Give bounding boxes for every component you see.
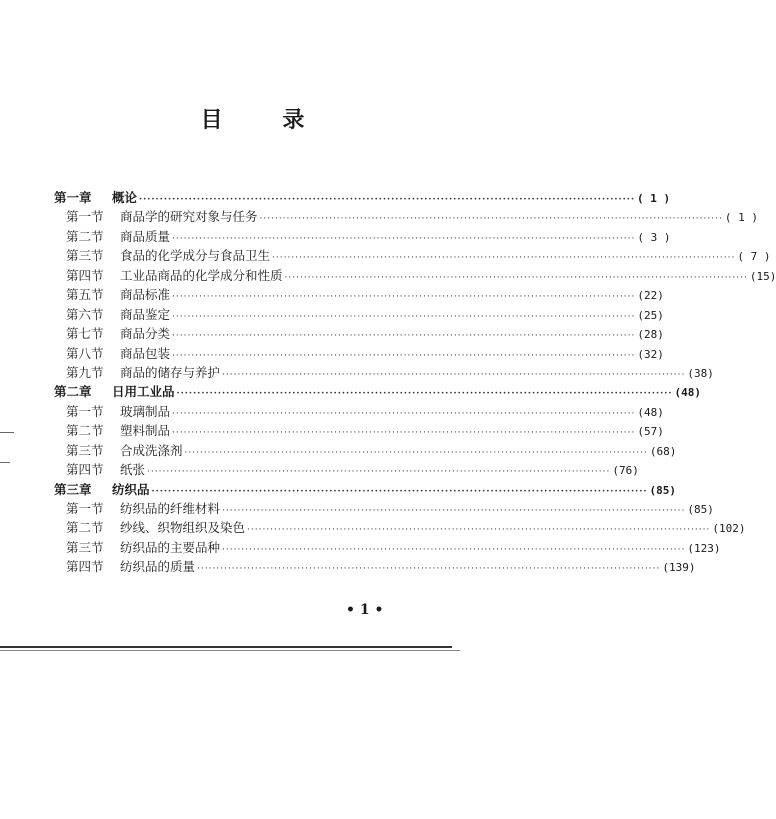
toc-entry-number: 第三章 — [54, 481, 92, 497]
toc-entry-title: 工业品商品的化学成分和性质 — [120, 267, 283, 283]
toc-entry-page: (48) — [674, 386, 702, 400]
toc-leader-dots: ························································································································ — [247, 525, 711, 536]
toc-section-row — [54, 460, 639, 479]
toc-entry-number: 第九节 — [66, 364, 104, 380]
toc-section-row — [54, 285, 664, 304]
toc-leader-dots: ························································································································ — [172, 331, 636, 342]
toc-section-row — [54, 518, 746, 537]
toc-leader-dots: ························································································································ — [176, 389, 673, 400]
toc-section-row — [54, 227, 671, 246]
toc-leader-dots: ························································································································ — [139, 195, 636, 205]
toc-entry-page: ( 7 ) — [737, 250, 771, 264]
toc-entry-number: 第三节 — [66, 442, 104, 458]
toc-entry-number: 第三节 — [66, 539, 104, 555]
toc-entry-page: (57) — [637, 425, 664, 439]
toc-entry-number: 第一节 — [66, 209, 104, 225]
toc-entry-page: (28) — [637, 328, 664, 342]
toc-entry-number: 第一章 — [54, 190, 92, 205]
toc-section-row — [54, 421, 664, 440]
toc-section-row — [54, 499, 714, 518]
toc-entry-title: 商品标准 — [120, 287, 171, 303]
toc-section-row — [54, 538, 721, 557]
page-title: 目 录 — [200, 108, 331, 133]
toc-entry-page: (25) — [637, 308, 664, 322]
toc-leader-dots: ························································································································ — [197, 564, 661, 575]
toc-entry-title: 商品鉴定 — [120, 306, 171, 322]
toc-chapter-row — [54, 382, 702, 401]
scan-mark — [0, 432, 14, 433]
toc-entry-number: 第四节 — [66, 559, 104, 575]
toc-entry-page: (38) — [687, 366, 714, 380]
toc-section-row — [54, 305, 664, 324]
toc-entry-title: 商品分类 — [120, 326, 171, 342]
toc-entry-title: 概论 — [112, 190, 138, 205]
toc-leader-dots: ························································································································ — [184, 447, 648, 458]
toc-entry-number: 第六节 — [66, 306, 104, 322]
toc-entry-number: 第二节 — [66, 423, 104, 439]
toc-leader-dots: ························································································································ — [172, 311, 636, 322]
toc-chapter-row — [54, 480, 677, 499]
toc-entry-title: 玻璃制品 — [120, 403, 171, 419]
toc-entry-title: 纺织品 — [112, 481, 150, 497]
toc-entry-page: (22) — [637, 289, 664, 303]
toc-entry-number: 第五节 — [66, 287, 104, 303]
toc-entry-page: (85) — [687, 503, 714, 516]
toc-entry-page: ( 3 ) — [637, 230, 671, 244]
toc-entry-number: 第一节 — [66, 403, 104, 419]
toc-entry-title: 塑料制品 — [120, 423, 171, 439]
toc-entry-number: 第二节 — [66, 520, 104, 536]
toc-section-row — [54, 557, 696, 576]
toc-section-row — [54, 207, 758, 226]
toc-entry-number: 第四节 — [66, 462, 104, 478]
page-number: • 1 • — [346, 602, 384, 618]
toc-entry-number: 第四节 — [66, 267, 104, 283]
toc-entry-page: ( 1 ) — [724, 211, 758, 225]
toc-entry-page: (15) — [749, 269, 776, 283]
toc-entry-number: 第七节 — [66, 326, 104, 342]
toc-entry-page: ( 1 ) — [637, 192, 671, 205]
toc-leader-dots: ························································································································ — [284, 272, 748, 283]
scan-mark — [0, 462, 10, 463]
toc-leader-dots: ························································································································ — [172, 350, 636, 361]
toc-entry-page: (139) — [662, 561, 696, 575]
toc-leader-dots: ························································································································ — [222, 544, 686, 555]
toc-chapter-row — [54, 188, 671, 207]
toc-section-row — [54, 441, 677, 460]
toc-entry-number: 第三节 — [66, 248, 104, 264]
toc-entry-number: 第二章 — [54, 384, 92, 400]
toc-section-row — [54, 363, 714, 382]
toc-leader-dots: ························································································································ — [172, 428, 636, 439]
toc-leader-dots: ························································································································ — [172, 408, 636, 419]
toc-entry-title: 纱线、织物组织及染色 — [120, 520, 246, 536]
table-of-contents — [54, 188, 776, 577]
toc-section-row — [54, 324, 664, 343]
toc-entry-title: 日用工业品 — [112, 384, 175, 400]
toc-entry-title: 纺织品的质量 — [120, 559, 196, 575]
bottom-rule — [0, 646, 452, 648]
toc-entry-title: 纺织品的主要品种 — [120, 539, 221, 555]
toc-entry-title: 纸张 — [120, 462, 146, 478]
toc-entry-title: 食品的化学成分与食品卫生 — [120, 248, 271, 264]
toc-leader-dots: ························································································································ — [222, 506, 686, 516]
toc-leader-dots: ························································································································ — [172, 292, 636, 303]
toc-entry-page: (48) — [637, 405, 664, 419]
toc-entry-title: 商品的储存与养护 — [120, 364, 221, 380]
toc-leader-dots: ························································································································ — [222, 369, 686, 380]
toc-entry-title: 商品质量 — [120, 228, 171, 244]
toc-entry-number: 第八节 — [66, 345, 104, 361]
toc-entry-page: (68) — [649, 444, 677, 458]
bottom-rule-secondary — [0, 650, 460, 651]
toc-entry-page: (32) — [637, 347, 664, 361]
toc-leader-dots: ························································································································ — [151, 486, 648, 497]
toc-section-row — [54, 266, 776, 285]
toc-entry-page: (123) — [687, 541, 721, 555]
toc-entry-number: 第一节 — [66, 501, 104, 516]
toc-entry-number: 第二节 — [66, 228, 104, 244]
toc-entry-title: 商品学的研究对象与任务 — [120, 209, 258, 225]
toc-entry-title: 商品包装 — [120, 345, 171, 361]
toc-entry-title: 纺织品的纤维材料 — [120, 501, 221, 516]
toc-entry-title: 合成洗涤剂 — [120, 442, 183, 458]
toc-entry-page: (85) — [649, 483, 677, 497]
toc-entry-page: (76) — [612, 464, 639, 478]
toc-leader-dots: ························································································································ — [172, 233, 636, 244]
toc-section-row — [54, 246, 771, 265]
toc-section-row — [54, 344, 664, 363]
toc-leader-dots: ························································································································ — [272, 253, 736, 264]
toc-leader-dots: ························································································································ — [147, 467, 611, 478]
toc-section-row — [54, 402, 664, 421]
toc-entry-page: (102) — [712, 522, 746, 536]
toc-leader-dots: ························································································································ — [259, 214, 723, 225]
